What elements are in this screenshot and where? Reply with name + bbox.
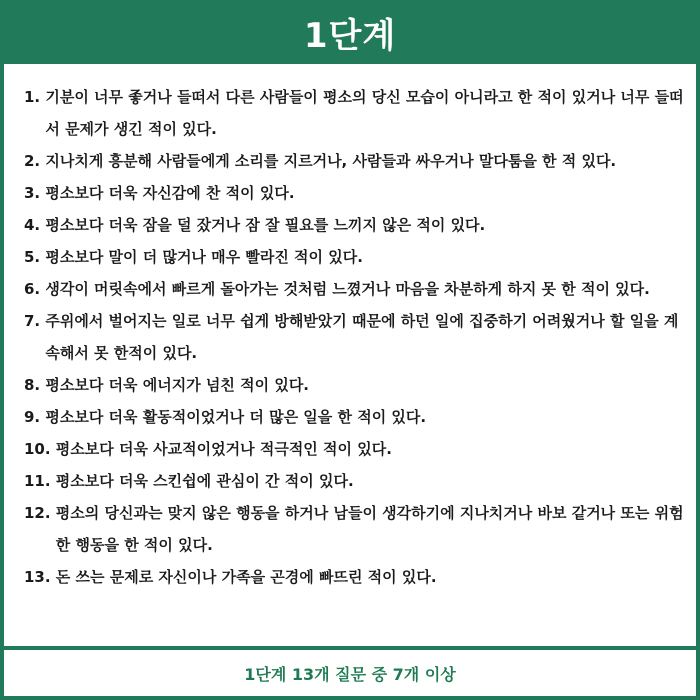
question-item-1 [24,81,684,145]
question-item-3 [24,177,684,209]
question-number: 8. [24,376,46,394]
question-text: 돈 쓰는 문제로 자신이나 가족을 곤경에 빠뜨린 적이 있다. [55,568,437,586]
question-number: 7. [24,312,46,330]
question-item-12 [24,497,684,561]
question-text: 기분이 너무 좋거나 들떠서 다른 사람들이 평소의 당신 모습이 아니라고 한 적이 있거나 너무 들떠서 문제가 생긴 적이 있다. [45,88,684,138]
question-list [4,64,696,593]
question-item-11 [24,465,684,497]
question-item-8 [24,369,684,401]
question-text: 평소보다 말이 더 많거나 매우 빨라진 적이 있다. [45,248,363,266]
question-number: 3. [24,184,46,202]
question-item-2 [24,145,684,177]
criteria-footer [4,650,696,696]
question-text: 생각이 머릿속에서 빠르게 돌아가는 것처럼 느꼈거나 마음을 차분하게 하지 못 한 적이 있다. [45,280,650,298]
question-number: 9. [24,408,46,426]
question-number: 6. [24,280,46,298]
question-item-6 [24,273,684,305]
question-text: 평소의 당신과는 맞지 않은 행동을 하거나 남들이 생각하기에 지나치거나 바보 같거나 또는 위험한 행동을 한 적이 있다. [55,504,684,554]
question-item-13 [24,561,684,593]
question-number: 10. [24,440,56,458]
question-item-4 [24,209,684,241]
question-number: 13. [24,568,56,586]
question-text: 지나치게 흥분해 사람들에게 소리를 지르거나, 사람들과 싸우거나 말다툼을 한 적 있다. [45,152,617,170]
question-text: 평소보다 더욱 자신감에 찬 적이 있다. [45,184,295,202]
criteria-text: 1단계 13개 질문 중 7개 이상 [244,664,456,684]
question-number: 11. [24,472,56,490]
page-title: 1단계 [303,15,397,56]
question-text: 평소보다 더욱 스킨쉽에 관심이 간 적이 있다. [55,472,354,490]
question-panel [4,64,696,646]
question-number: 4. [24,216,46,234]
page-header [0,0,700,64]
question-item-5 [24,241,684,273]
question-text: 평소보다 더욱 잠을 덜 잤거나 잠 잘 필요를 느끼지 않은 적이 있다. [45,216,486,234]
question-text: 평소보다 더욱 활동적이었거나 더 많은 일을 한 적이 있다. [45,408,427,426]
question-text: 주위에서 벌어지는 일로 너무 쉽게 방해받았기 때문에 하던 일에 집중하기 어려웠거나 할 일을 계속해서 못 한적이 있다. [45,312,679,362]
question-item-10 [24,433,684,465]
question-number: 12. [24,504,56,522]
question-number: 5. [24,248,46,266]
question-text: 평소보다 더욱 사교적이었거나 적극적인 적이 있다. [55,440,392,458]
question-number: 1. [24,88,46,106]
question-item-7 [24,305,684,369]
question-text: 평소보다 더욱 에너지가 넘친 적이 있다. [45,376,310,394]
question-number: 2. [24,152,46,170]
question-item-9 [24,401,684,433]
